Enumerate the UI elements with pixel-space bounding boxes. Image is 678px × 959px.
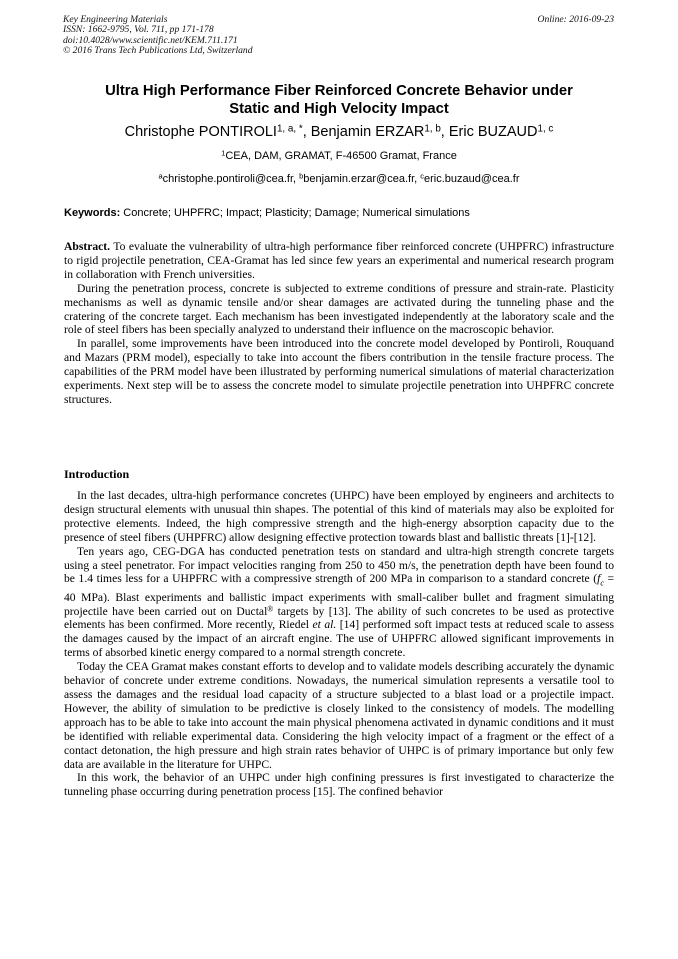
symbol-f: f	[597, 572, 601, 586]
author-separator: ,	[302, 124, 311, 140]
affiliation	[30, 149, 648, 163]
journal-doi: doi:10.4028/www.scientific.net/KEM.711.171	[63, 34, 238, 46]
journal-header	[63, 15, 253, 57]
affiliation-text: CEA, DAM, GRAMAT, F-46500 Gramat, France	[225, 150, 457, 162]
email-mark: a	[158, 171, 163, 181]
intro-paragraph: In the last decades, ultra-high performance concretes (UHPC) have been employed by engineers and architects to design structural elements with unusual thin shapes. The potential of this kind of materials may also be exploited for protective elements. Indeed, the high compressive strength and the high-energy absorption capacity due to the presence of steel fibers (UHPFRC) allow designing effective protection towards blast and ballistic threats [1]-[12].	[64, 489, 614, 544]
author-name: Benjamin ERZAR	[310, 124, 425, 140]
symbol-subscript: c	[600, 578, 604, 588]
author-separator: ,	[440, 124, 449, 140]
section-heading-introduction: Introduction	[64, 467, 130, 481]
email-address: benjamin.erzar@cea.fr,	[303, 173, 421, 185]
intro-text: Ten years ago, CEG-DGA has conducted penetration tests on standard and ultra-high strength concrete targets using a steel penetrator. For impact velocities ranging from 250 to 450 m/s, the penetration depth have been found to be 1.4 times less for a UHPFRC with a compressive strength of 200 MPa in comparison to a standard concrete (	[64, 544, 614, 586]
title-line-2: Static and High Velocity Impact	[229, 101, 449, 117]
abstract-label: Abstract.	[64, 240, 111, 253]
affiliation-mark: 1	[221, 148, 226, 158]
journal-copyright: © 2016 Trans Tech Publications Ltd, Switzerland	[63, 45, 253, 57]
registered-mark: ®	[267, 604, 274, 614]
title-line-1: Ultra High Performance Fiber Reinforced Concrete Behavior under	[105, 83, 573, 99]
author-affiliation-mark: 1, a, *	[276, 123, 303, 135]
email-mark: c	[420, 171, 424, 181]
abstract-paragraph: During the penetration process, concrete is subjected to extreme conditions of pressure and strain-rate. Plasticity mechanisms as well as dynamic tensile and/or shear damages are activated during the tunneling phase and the cratering of the concrete target. Each mechanism has been investigated independently at the laboratory scale and the role of steel fibers has been specially analyzed to understand their influence on the macroscopic behavior.	[64, 281, 614, 337]
intro-paragraph: In this work, the behavior of an UHPC under high confining pressures is first investigated to characterize the tunneling phase occurring during penetration process [15]. The confined behavior	[64, 771, 614, 799]
abstract-text: To evaluate the vulnerability of ultra-high performance fiber reinforced concrete (UHPFRC) infrastructure to rigid projectile penetration, CEA-Gramat has led since few years an experimental and numerical research program in collaboration with French universities.	[64, 240, 614, 281]
introduction-body	[64, 489, 614, 799]
author-list	[30, 123, 648, 141]
intro-text: targets by [13]. The ability of such concretes to be used as protective elements has been confirmed. More recently, Riedel	[64, 604, 614, 632]
email-mark: b	[299, 171, 304, 181]
intro-paragraph	[64, 545, 614, 661]
intro-paragraph: Today the CEA Gramat makes constant efforts to develop and to validate models describing accurately the dynamic behavior of concrete under extreme conditions. Nowadays, the numerical simulation represents a versatile tool to assess the damages and the residual load capacity of a structure subjected to a blast load or a projectile impact. However, the ability of simulation to be predictive is closely linked to the consistency of models. The modelling approach has to be able to take into account the main physical phenomena activated in dynamic conditions and it must be identified with reliable experimental data. Considering the high velocity impact of a fragment or the effect of a contact detonation, the high pressure and high strain rates behavior of UHPC is of primary importance but only few data are available in the literature for UHPC.	[64, 660, 614, 771]
journal-name: Key Engineering Materials	[63, 14, 168, 25]
paper-title	[40, 82, 638, 118]
intro-text: = 40 MPa). Blast experiments and ballistic impact experiments with small-caliber bullet and fragment simulating projectile have been carried out on Ductal	[64, 572, 615, 618]
author-affiliation-mark: 1, b	[424, 123, 441, 135]
et-al: et al.	[312, 618, 337, 632]
symbol-fc	[597, 572, 604, 588]
author-name: Christophe PONTIROLI	[124, 124, 277, 140]
email-address: eric.buzaud@cea.fr	[423, 173, 520, 185]
email-address: christophe.pontiroli@cea.fr,	[162, 173, 300, 185]
online-date: Online: 2016-09-23	[537, 14, 614, 25]
abstract-paragraph	[64, 240, 614, 282]
abstract	[64, 240, 614, 407]
author-emails	[30, 172, 648, 186]
keywords	[64, 206, 470, 220]
journal-issn: ISSN: 1662-9795, Vol. 711, pp 171-178	[63, 24, 214, 36]
intro-text: [14] performed soft impact tests at reduced scale to assess the damages caused by the impact of an aircraft engine. The use of UHPFRC allowed significant improvements in terms of absorbed kinetic energy compared to a normal strength concrete.	[64, 618, 615, 660]
keywords-label: Keywords:	[64, 207, 121, 219]
author-affiliation-mark: 1, c	[537, 123, 554, 135]
keywords-text: Concrete; UHPFRC; Impact; Plasticity; Damage; Numerical simulations	[120, 207, 470, 219]
author-name: Eric BUZAUD	[448, 124, 538, 140]
abstract-paragraph: In parallel, some improvements have been introduced into the concrete model developed by Pontiroli, Rouquand and Mazars (PRM model), especially to take into account the fibers contribution in the tensile fracture process. The capabilities of the PRM model have been illustrated by performing numerical simulations of material characterization experiments. Next step will be to assess the concrete model to simulate projectile penetration into UHPFRC concrete structures.	[64, 337, 614, 406]
